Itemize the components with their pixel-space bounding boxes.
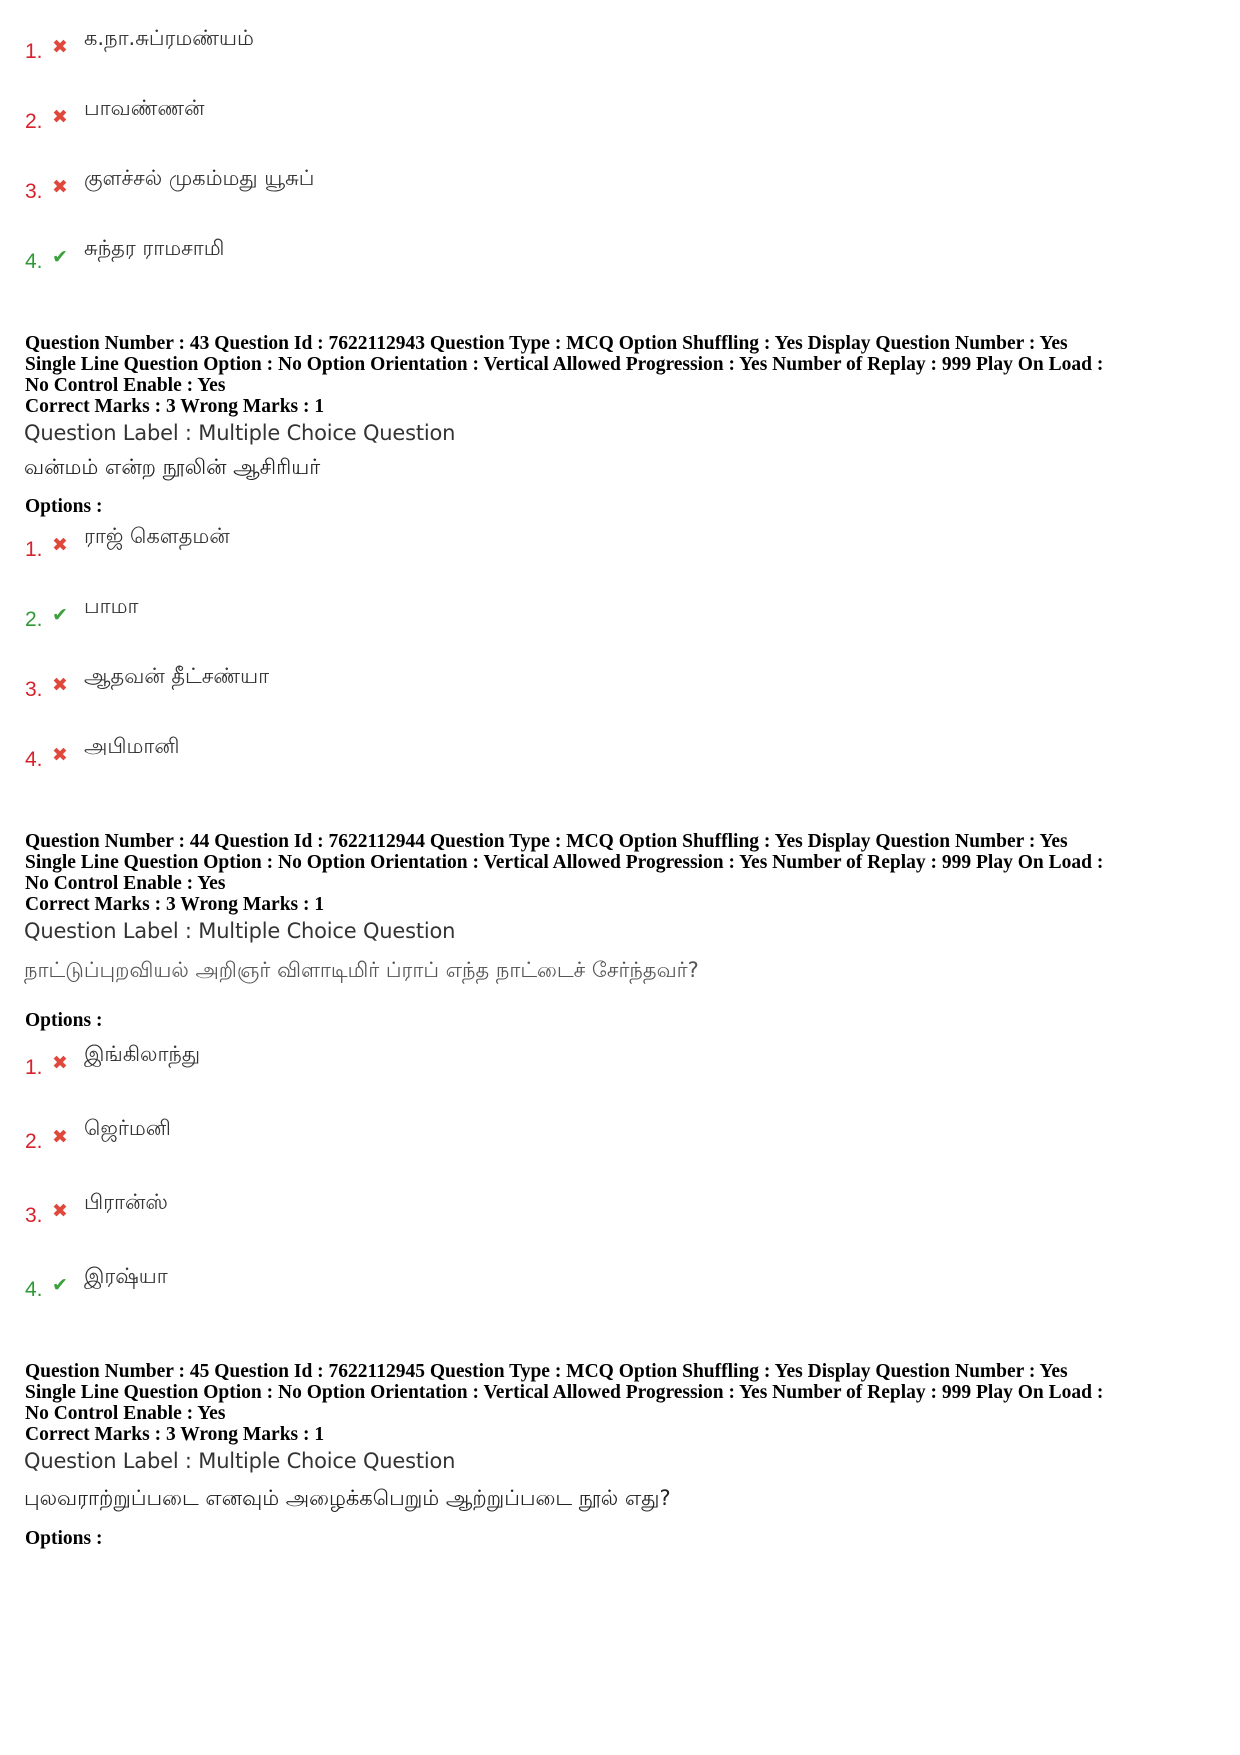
meta-line: No Control Enable : Yes <box>25 1403 226 1424</box>
meta-line: Question Number : 43 Question Id : 7622112943 Question Type : MCQ Option Shuffling : Yes Display Question Number : Yes <box>25 333 1068 354</box>
option-text: அபிமானி <box>84 734 180 758</box>
cross-icon: ✖ <box>52 744 68 766</box>
option-number: 1. <box>25 40 43 63</box>
question-label: Question Label : Multiple Choice Question <box>24 919 456 943</box>
option-number: 4. <box>25 250 43 273</box>
cross-icon: ✖ <box>52 1052 68 1074</box>
check-icon: ✔ <box>52 246 68 268</box>
meta-line: Single Line Question Option : No Option Orientation : Vertical Allowed Progression : Yes Number of Replay : 999 Play On Load : <box>25 1382 1104 1403</box>
cross-icon: ✖ <box>52 674 68 696</box>
options-heading: Options : <box>25 1528 103 1549</box>
question-meta <box>25 333 1225 396</box>
options-heading: Options : <box>25 496 103 517</box>
meta-line: Single Line Question Option : No Option Orientation : Vertical Allowed Progression : Yes Number of Replay : 999 Play On Load : <box>25 852 1104 873</box>
option-text: பாமா <box>84 594 139 618</box>
option-number: 1. <box>25 538 43 561</box>
option-text: பாவண்ணன் <box>84 96 205 120</box>
question-text: வன்மம் என்ற நூலின் ஆசிரியர் <box>24 455 321 479</box>
question-label: Question Label : Multiple Choice Question <box>24 421 456 445</box>
option-text: பிரான்ஸ் <box>84 1190 168 1214</box>
meta-line: No Control Enable : Yes <box>25 873 226 894</box>
cross-icon: ✖ <box>52 534 68 556</box>
option-text: இரஷ்யா <box>84 1264 168 1288</box>
option-number: 3. <box>25 180 43 203</box>
option-number: 4. <box>25 748 43 771</box>
question-meta <box>25 831 1225 894</box>
question-marks: Correct Marks : 3 Wrong Marks : 1 <box>25 1424 325 1445</box>
option-text: ராஜ் கௌதமன் <box>84 524 230 548</box>
check-icon: ✔ <box>52 1274 68 1296</box>
option-number: 4. <box>25 1278 43 1301</box>
meta-line: No Control Enable : Yes <box>25 375 226 396</box>
question-label: Question Label : Multiple Choice Question <box>24 1449 456 1473</box>
option-text: குளச்சல் முகம்மது யூசுப் <box>84 166 315 190</box>
option-text: சுந்தர ராமசாமி <box>84 236 225 260</box>
option-text: க.நா.சுப்ரமண்யம் <box>84 26 254 50</box>
question-marks: Correct Marks : 3 Wrong Marks : 1 <box>25 396 325 417</box>
meta-line: Question Number : 44 Question Id : 7622112944 Question Type : MCQ Option Shuffling : Yes Display Question Number : Yes <box>25 831 1068 852</box>
question-text: புலவராற்றுப்படை எனவும் அழைக்கபெறும் ஆற்றுப்படை நூல் எது? <box>24 1486 671 1510</box>
option-text: ஜெர்மனி <box>84 1116 171 1140</box>
option-number: 3. <box>25 1204 43 1227</box>
option-number: 2. <box>25 1130 43 1153</box>
cross-icon: ✖ <box>52 106 68 128</box>
question-meta <box>25 1361 1225 1424</box>
check-icon: ✔ <box>52 604 68 626</box>
cross-icon: ✖ <box>52 1200 68 1222</box>
question-text: நாட்டுப்புறவியல் அறிஞர் விளாடிமிர் ப்ராப் எந்த நாட்டைச் சேர்ந்தவர்? <box>24 958 699 982</box>
option-text: இங்கிலாந்து <box>84 1042 201 1066</box>
option-number: 2. <box>25 110 43 133</box>
meta-line: Question Number : 45 Question Id : 7622112945 Question Type : MCQ Option Shuffling : Yes Display Question Number : Yes <box>25 1361 1068 1382</box>
option-number: 2. <box>25 608 43 631</box>
cross-icon: ✖ <box>52 176 68 198</box>
cross-icon: ✖ <box>52 1126 68 1148</box>
option-number: 1. <box>25 1056 43 1079</box>
cross-icon: ✖ <box>52 36 68 58</box>
options-heading: Options : <box>25 1010 103 1031</box>
option-number: 3. <box>25 678 43 701</box>
question-marks: Correct Marks : 3 Wrong Marks : 1 <box>25 894 325 915</box>
option-text: ஆதவன் தீட்சண்யா <box>84 664 270 688</box>
meta-line: Single Line Question Option : No Option Orientation : Vertical Allowed Progression : Yes Number of Replay : 999 Play On Load : <box>25 354 1104 375</box>
